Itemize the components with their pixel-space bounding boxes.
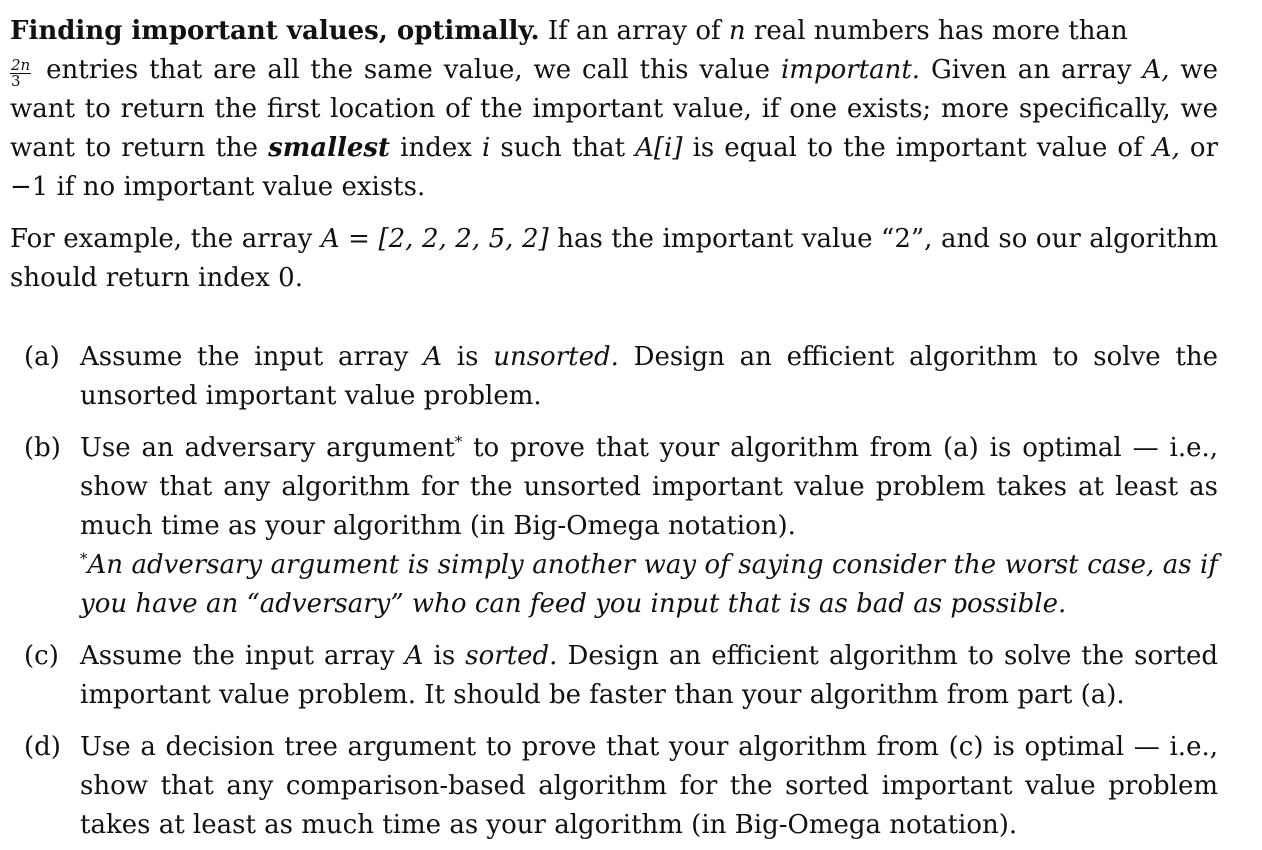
part-label: (c) <box>24 641 59 671</box>
smallest-term: smallest <box>268 133 391 163</box>
part-b: (b) Use an adversary argument* to prove that your algorithm from (a) is optimal — i.e., show that any algorithm for the unsorted important value problem takes at least as much time as your algorithm (in Big-Omega notation). *An adversary argument is simply another way of saying consider the worst case, as if you have an “adversary” who can feed you input that is as bad as possible. <box>10 429 1218 624</box>
fraction-2n-over-3: $\frac{2n}{3}$ <box>11 56 31 91</box>
part-a: (a) Assume the input array A is unsorted. Design an efficient algorithm to solve the unsorted important value problem. <box>10 338 1218 416</box>
example-paragraph: For example, the array A = [2, 2, 2, 5, 2] has the important value “2”, and so our algorithm should return index 0. <box>10 224 1218 293</box>
part-c: (c) Assume the input array A is sorted. Design an efficient algorithm to solve the sorted important value problem. It should be faster than your algorithm from part (a). <box>10 637 1218 715</box>
part-label: (d) <box>24 732 61 762</box>
part-label: (a) <box>24 342 60 372</box>
adversary-footnote: *An adversary argument is simply another way of saying consider the worst case, as if you have an “adversary” who can feed you input that is as bad as possible. <box>80 549 1218 619</box>
parts-list <box>10 338 1218 845</box>
example-equation: A = [2, 2, 2, 5, 2] <box>320 224 549 254</box>
part-d: (d) Use a decision tree argument to prove that your algorithm from (c) is optimal — i.e., show that any comparison-based algorithm for the sorted important value problem takes at least as much time as your algorithm (in Big-Omega notation). <box>10 728 1218 845</box>
part-label: (b) <box>24 433 61 463</box>
problem-title: Finding important values, optimally. <box>10 16 540 46</box>
problem-statement: Finding important values, optimally. If an array of n real numbers has more than $\frac{2n}{3}$ entries that are all the same value, we call this value important. Given an array A, we want to return the first location of the important value, if one exists; more specifically, we want to return the smallest index i such that A[i] is equal to the important value of A, or −1 if no important value exists. <box>10 16 1219 202</box>
important-term: important. <box>780 55 921 85</box>
